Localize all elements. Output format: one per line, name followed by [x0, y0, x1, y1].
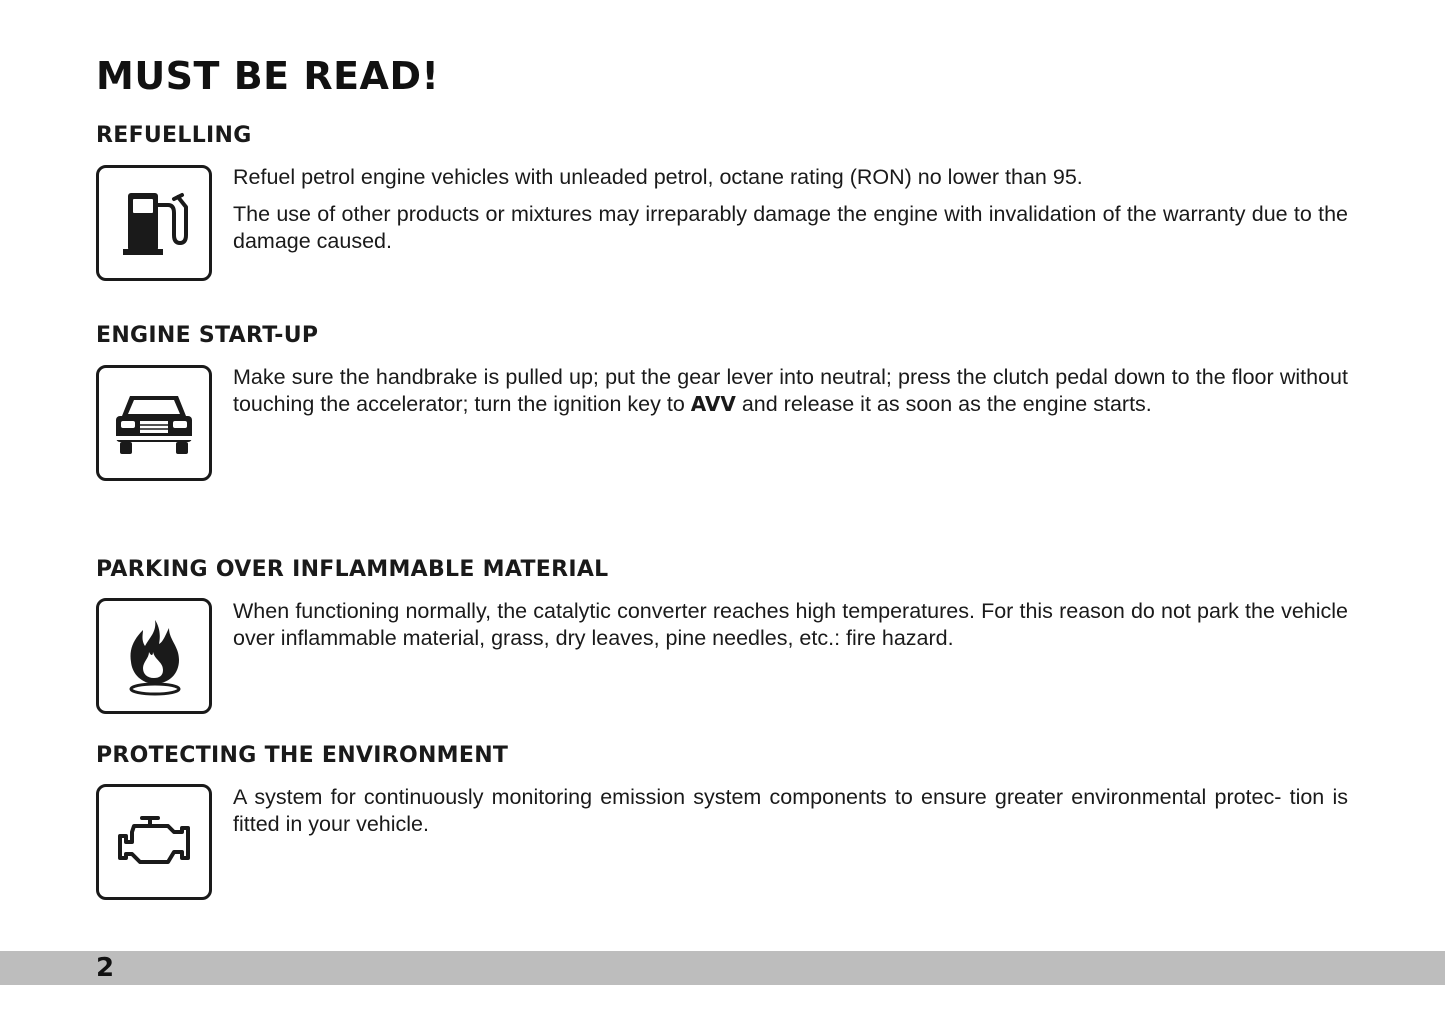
refuelling-text: [233, 164, 1348, 265]
parking-paragraph: When functioning normally, the catalytic converter reaches high temperatures. For this reason do not park the vehicle over inflammable material, grass, dry leaves, pine needles, etc.: fire hazard.: [233, 599, 1348, 650]
parking-text: [233, 598, 1348, 662]
page-title: MUST BE READ!: [96, 54, 440, 98]
footer-bar: [0, 951, 1445, 985]
refuelling-paragraph-1: Refuel petrol engine vehicles with unleaded petrol, octane rating (RON) no lower than 95.: [233, 165, 1083, 189]
section-heading-environment: PROTECTING THE ENVIRONMENT: [96, 743, 509, 768]
refuelling-paragraph-2: The use of other products or mixtures may irreparably damage the engine with invalidation of the warranty due to the damage caused.: [233, 202, 1348, 253]
engine-start-icon-box: [96, 365, 212, 481]
car-front-icon: [112, 388, 196, 458]
parking-icon-box: [96, 598, 212, 714]
engine-start-text-after: and release it as soon as the engine starts.: [741, 392, 1152, 416]
fuel-pump-icon: [114, 183, 194, 263]
environment-icon-box: [96, 784, 212, 900]
engine-start-text: [233, 364, 1348, 428]
environment-paragraph: A system for continuously monitoring emission system components to ensure greater environmental protec- tion is fitted in your vehicle.: [233, 785, 1348, 836]
section-heading-refuelling: REFUELLING: [96, 123, 252, 148]
flame-icon: [119, 616, 189, 696]
engine-start-paragraph: [233, 364, 1348, 418]
section-heading-parking: PARKING OVER INFLAMMABLE MATERIAL: [96, 557, 609, 582]
page-number: 2: [96, 953, 115, 983]
environment-text: [233, 784, 1348, 848]
ignition-position-avv: AVV: [690, 392, 736, 416]
engine-start-text-before: Make sure the handbrake is pulled up; put the gear lever into neutral; press the clutch pedal down to the floor without touching the accelerator; turn the ignition key to: [233, 365, 1348, 416]
engine-icon: [112, 812, 196, 872]
section-heading-engine-start-up: ENGINE START-UP: [96, 323, 319, 348]
refuelling-icon-box: [96, 165, 212, 281]
